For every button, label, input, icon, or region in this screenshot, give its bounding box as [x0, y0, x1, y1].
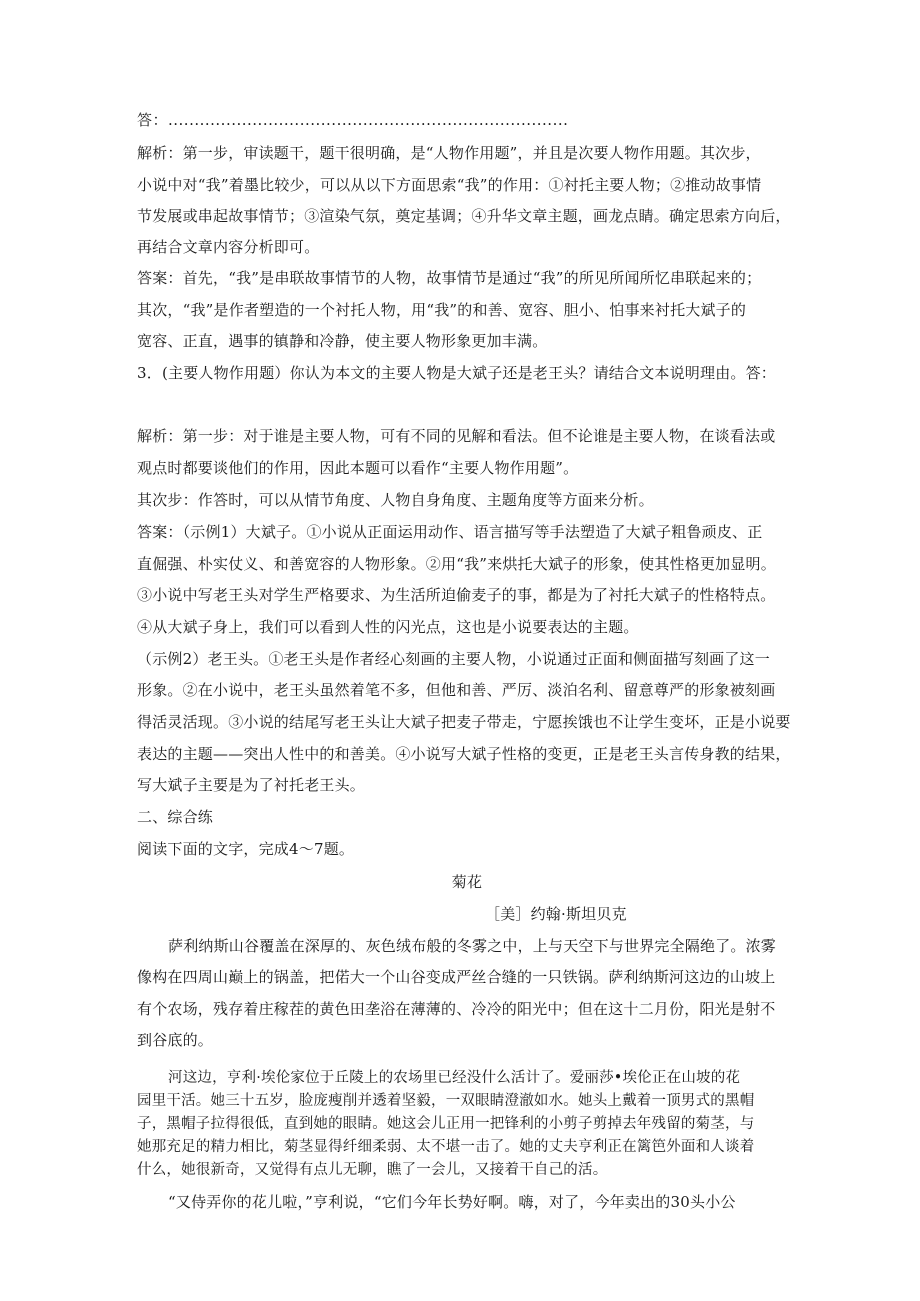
q3-answer-line-4: ④从大斌子身上，我们可以看到人性的闪光点，这也是小说要表达的主题。 [137, 618, 639, 636]
q2-analysis-line-3: 节发展或串起故事情节；③渲染气氛，奠定基调；④升华文章主题，画龙点睛。确定思索方向后， [137, 207, 791, 225]
q3-answer-line-3: ③小说中写老王头对学生严格要求、为生活所迫偷麦子的事，都是为了衬托大斌子的性格特点。 [137, 586, 776, 604]
story-title: 菊花 [451, 873, 483, 891]
q3-question: 3．(主要人物作用题）你认为本文的主要人物是大斌子还是老王头？请结合文本说明理由。答： [137, 364, 776, 382]
section-heading: 二、综合练 [137, 808, 214, 826]
q2-answer-line-3: 宽容、正直，遇事的镇静和冷静，使主要人物形象更加丰满。 [137, 332, 548, 350]
story-para3-line-1: “又侍弄你的花儿啦，”亨利说，“它们今年长势好啊。嗨，对了，今年卖出的30头小公 [168, 1193, 736, 1211]
q3-answer-line-1: 答案：（示例1）大斌子。①小说从正面运用动作、语言描写等手法塑造了大斌子粗鲁顽皮、正 [137, 523, 763, 541]
q3-answer-line-5: （示例2）老王头。①老王头是作者经心刻画的主要人物，小说通过正面和侧面描写刻画了这一 [137, 650, 770, 668]
q3-analysis-line-1: 解析：第一步：对于谁是主要人物，可有不同的见解和看法。但不论谁是主要人物，在谈看法或 [137, 427, 776, 445]
q2-answer-line-1: 答案：首先，“我”是串联故事情节的人物，故事情节是通过“我”的所见所闻所忆串联起来的； [137, 269, 762, 287]
q2-analysis-line-4: 再结合文章内容分析即可。 [137, 238, 320, 256]
story-para1-line-1: 萨利纳斯山谷覆盖在深厚的、灰色绒布般的冬雾之中，上与天空下与世界完全隔绝了。浓雾 [168, 937, 777, 955]
q3-answer-line-9: 写大斌子主要是为了衬托老王头。 [137, 776, 366, 794]
q2-analysis-line-2: 小说中对“我”着墨比较少，可以从以下方面思索“我”的作用：①衬托主要人物；②推动故事情 [137, 176, 762, 194]
story-para1-line-3: 有个农场，残存着庄稼茬的黄色田垄浴在薄薄的、冷冷的阳光中；但在这十二月份，阳光是射不 [137, 1000, 776, 1018]
answer-line: 答：............................................................................ [137, 111, 569, 129]
q3-answer-line-7: 得活灵活现。③小说的结尾写老王头让大斌子把麦子带走，宁愿挨饿也不让学生变坏，正是小说要 [137, 713, 791, 731]
q3-analysis-line-2: 观点时都要谈他们的作用，因此本题可以看作“主要人物作用题”。 [137, 459, 579, 477]
instruction: 阅读下面的文字，完成4～7题。 [137, 840, 355, 858]
q3-analysis-line-3: 其次步：作答时，可以从情节角度、人物自身角度、主题角度等方面来分析。 [137, 491, 654, 509]
story-author: ［美］约翰·斯坦贝克 [485, 905, 627, 923]
story-para1-line-2: 像构在四周山巅上的锅盖，把偌大一个山谷变成严丝合缝的一只铁锅。萨利纳斯河这边的山坡上 [137, 968, 776, 986]
q2-analysis-line-1: 解析：第一步，审读题干，题干很明确，是“人物作用题”，并且是次要人物作用题。其次步， [137, 144, 761, 162]
story-para2-line-5: 什么，她很新奇，又觉得有点儿无聊，瞧了一会儿，又接着干自己的活。 [137, 1162, 608, 1178]
story-para2-line-2: 园里干活。她三十五岁，脸庞瘦削并透着坚毅，一双眼睛澄澈如水。她头上戴着一顶男式的黑帽 [137, 1093, 755, 1109]
story-para2-line-4: 她那充足的精力相比，菊茎显得纤细柔弱、太不堪一击了。她的丈夫亨利正在篱笆外面和人谈着 [137, 1139, 755, 1155]
q3-answer-line-6: 形象。②在小说中，老王头虽然着笔不多，但他和善、严厉、淡泊名利、留意尊严的形象被刻画 [137, 681, 776, 699]
story-para2-line-1: 河这边，亨利·埃伦家位于丘陵上的农场里已经没什么活计了。爱丽莎•埃伦正在山坡的花 [168, 1070, 741, 1086]
story-para2-line-3: 子，黑帽子拉得很低，直到她的眼睛。她这会儿正用一把锋利的小剪子剪掉去年残留的菊茎，与 [137, 1116, 755, 1132]
q2-answer-line-2: 其次，“我”是作者塑造的一个衬托人物，用“我”的和善、宽容、胆小、怕事来衬托大斌子的 [137, 301, 747, 319]
q3-answer-line-8: 表达的主题——突出人性中的和善美。④小说写大斌子性格的变更，正是老王头言传身教的结果， [137, 745, 791, 763]
story-para1-line-4: 到谷底的。 [137, 1031, 214, 1049]
q3-answer-line-2: 直倔强、朴实仗义、和善宽容的人物形象。②用“我”来烘托大斌子的形象，使其性格更加显明。 [137, 555, 776, 573]
